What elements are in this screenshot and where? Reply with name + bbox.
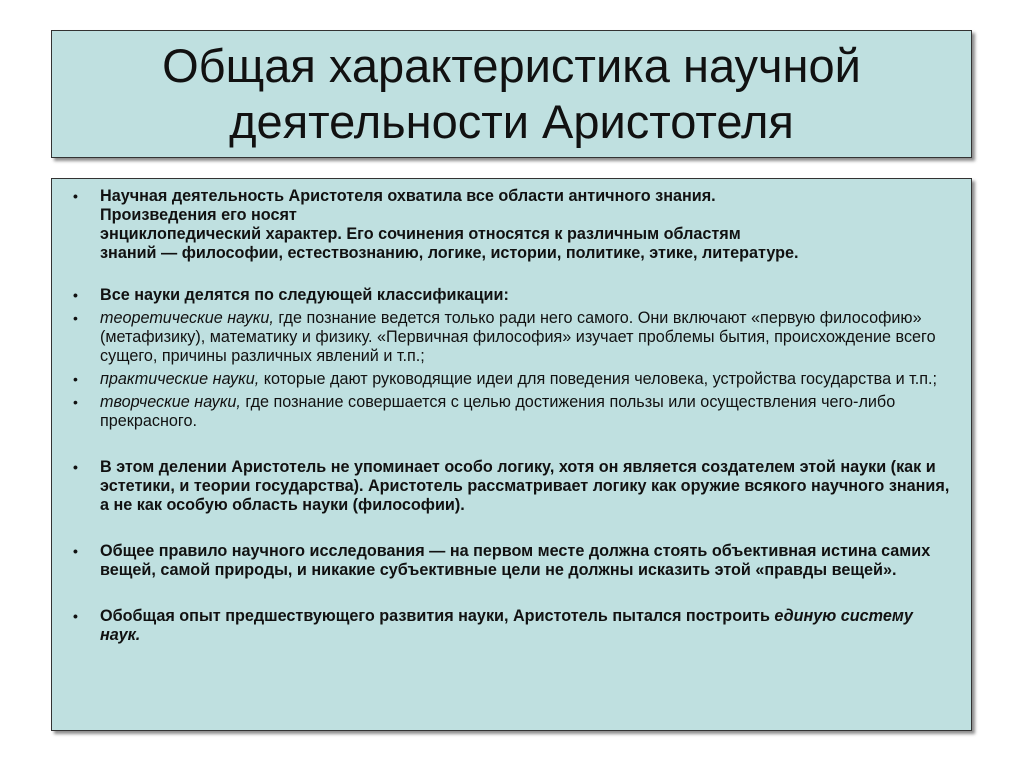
bullet-classification <box>70 286 957 305</box>
bullet-dot: • <box>73 459 78 475</box>
bullet-system <box>70 607 957 645</box>
bullet-creative <box>70 393 957 431</box>
bullet-dot: • <box>73 394 78 410</box>
bullet-dot: • <box>73 608 78 624</box>
bullet-dot: • <box>73 543 78 559</box>
bullet-scope-line-1: Научная деятельность Аристотеля охватила все области античного знания. <box>100 187 716 205</box>
bullet-practical-text: которые дают руководящие идеи для поведения человека, устройства государства и т.п.; <box>259 370 938 388</box>
bullet-scope-line-4: знаний — философии, естествознанию, логике, истории, политике, этике, литературе. <box>100 244 799 262</box>
bullet-logic <box>70 458 957 515</box>
bullet-system-term: единую систему наук. <box>100 607 913 644</box>
bullet-rule <box>70 542 957 580</box>
slide-title-line-1: Общая характеристика научной <box>162 39 861 92</box>
bullet-creative-term: творческие науки, <box>100 393 241 411</box>
bullet-theoretical-text: где познание ведется только ради него самого. Они включают «первую философию» (метафизику), математику и физику. «Первичная философия» изучает проблемы бытия, происхождение всего сущего, причины различных явлений и т.п.; <box>100 309 936 365</box>
bullet-classification-text: Все науки делятся по следующей классификации: <box>100 286 509 304</box>
bullet-practical-term: практические науки, <box>100 370 260 388</box>
bullet-dot: • <box>73 371 78 387</box>
bullet-rule-text: Общее правило научного исследования — на первом месте должна стоять объективная истина самих вещей, самой природы, и никакие субъективные цели не должны исказить этой «правды вещей». <box>100 542 931 579</box>
bullet-scope-line-2: Произведения его носят <box>100 206 297 224</box>
title-box <box>51 30 972 158</box>
bullet-scope <box>70 187 957 263</box>
bullet-practical <box>70 370 957 389</box>
bullet-dot: • <box>73 287 78 303</box>
bullet-theoretical-term: теоретические науки, <box>100 309 274 327</box>
bullet-system-text: Обобщая опыт предшествующего развития науки, Аристотель пытался построить <box>100 607 770 625</box>
bullet-dot: • <box>73 310 78 326</box>
bullet-dot: • <box>73 188 78 204</box>
slide-title-line-2: деятельности Аристотеля <box>229 95 794 148</box>
bullet-creative-text: где познание совершается с целью достижения пользы или осуществления чего-либо прекрасного. <box>100 393 896 430</box>
bullet-logic-text: В этом делении Аристотель не упоминает особо логику, хотя он является создателем этой науки (как и эстетики, и теории государства). Аристотель рассматривает логику как оружие всякого научного знания, а не как особую область науки (философии). <box>100 458 950 514</box>
bullet-theoretical <box>70 309 957 366</box>
bullet-scope-line-3: энциклопедический характер. Его сочинения относятся к различным областям <box>100 225 741 243</box>
content-box <box>51 178 972 731</box>
